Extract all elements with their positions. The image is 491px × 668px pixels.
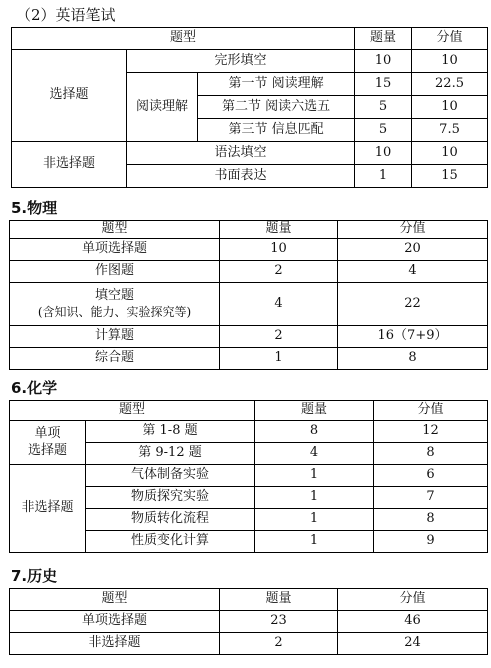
row-score: 20 xyxy=(338,239,488,261)
row-count: 1 xyxy=(255,487,374,509)
header-row xyxy=(10,589,488,611)
header-count: 题量 xyxy=(255,401,374,421)
table-row xyxy=(10,465,488,487)
row-label xyxy=(10,283,220,326)
row-count: 10 xyxy=(355,142,412,165)
header-score: 分值 xyxy=(338,589,488,611)
row-count: 23 xyxy=(220,611,338,633)
row-score: 8 xyxy=(374,443,488,465)
physics-table xyxy=(9,220,488,370)
header-row xyxy=(12,28,488,50)
row-count: 2 xyxy=(220,633,338,655)
row-count: 2 xyxy=(220,326,338,348)
group-label: 非选择题 xyxy=(10,465,86,553)
table-row xyxy=(12,142,488,165)
table-row xyxy=(10,261,488,283)
group-label xyxy=(10,421,86,465)
row-label: 第二节 阅读六选五 xyxy=(198,96,355,119)
row-count: 4 xyxy=(255,443,374,465)
table-row xyxy=(10,283,488,326)
header-type: 题型 xyxy=(12,28,355,50)
row-score: 7 xyxy=(374,487,488,509)
subgroup-label: 阅读理解 xyxy=(127,73,198,142)
row-score: 10 xyxy=(412,142,488,165)
row-count: 1 xyxy=(355,165,412,188)
table-row xyxy=(12,50,488,73)
table-row xyxy=(10,326,488,348)
physics-heading: 5.物理 xyxy=(11,199,58,217)
header-score: 分值 xyxy=(338,221,488,239)
row-count: 1 xyxy=(255,465,374,487)
header-count: 题量 xyxy=(355,28,412,50)
row-label: 第三节 信息匹配 xyxy=(198,119,355,142)
english-table xyxy=(11,27,488,188)
row-label: 综合题 xyxy=(10,348,220,370)
english-heading: （2）英语笔试 xyxy=(16,6,116,24)
history-heading: 7.历史 xyxy=(11,567,58,585)
group-label-line1: 单项 xyxy=(34,426,61,442)
row-label-main: 填空题 xyxy=(94,288,134,304)
row-score: 12 xyxy=(374,421,488,443)
row-label: 计算题 xyxy=(10,326,220,348)
row-score: 15 xyxy=(412,165,488,188)
row-label: 物质探究实验 xyxy=(86,487,255,509)
row-label: 作图题 xyxy=(10,261,220,283)
table-row xyxy=(10,348,488,370)
group-label: 选择题 xyxy=(12,50,127,142)
row-label: 书面表达 xyxy=(127,165,355,188)
row-count: 2 xyxy=(220,261,338,283)
group-label: 非选择题 xyxy=(12,142,127,188)
row-score: 7.5 xyxy=(412,119,488,142)
row-label: 性质变化计算 xyxy=(86,531,255,553)
row-count: 10 xyxy=(220,239,338,261)
table-row xyxy=(10,633,488,655)
header-score: 分值 xyxy=(412,28,488,50)
row-label: 第一节 阅读理解 xyxy=(198,73,355,96)
row-score: 8 xyxy=(338,348,488,370)
row-score: 9 xyxy=(374,531,488,553)
row-score: 46 xyxy=(338,611,488,633)
row-score: 8 xyxy=(374,509,488,531)
header-row xyxy=(10,401,488,421)
row-label: 非选择题 xyxy=(10,633,220,655)
row-count: 10 xyxy=(355,50,412,73)
header-type: 题型 xyxy=(10,221,220,239)
header-score: 分值 xyxy=(374,401,488,421)
row-label: 第 1-8 题 xyxy=(86,421,255,443)
row-score: 16（7+9） xyxy=(338,326,488,348)
row-count: 5 xyxy=(355,119,412,142)
chemistry-heading: 6.化学 xyxy=(11,379,58,397)
row-label: 完形填空 xyxy=(127,50,355,73)
row-count: 1 xyxy=(220,348,338,370)
row-label: 单项选择题 xyxy=(10,611,220,633)
table-row xyxy=(10,239,488,261)
row-count: 15 xyxy=(355,73,412,96)
header-count: 题量 xyxy=(220,221,338,239)
row-label: 单项选择题 xyxy=(10,239,220,261)
row-score: 6 xyxy=(374,465,488,487)
row-count: 8 xyxy=(255,421,374,443)
row-score: 10 xyxy=(412,96,488,119)
row-count: 4 xyxy=(220,283,338,326)
header-count: 题量 xyxy=(220,589,338,611)
header-type: 题型 xyxy=(10,401,255,421)
header-type: 题型 xyxy=(10,589,220,611)
row-score: 22.5 xyxy=(412,73,488,96)
row-score: 4 xyxy=(338,261,488,283)
table-row xyxy=(10,611,488,633)
table-row xyxy=(10,421,488,443)
chemistry-table xyxy=(9,400,488,553)
row-label: 物质转化流程 xyxy=(86,509,255,531)
row-label-note: (含知识、能力、实验探究等) xyxy=(37,304,192,319)
header-row xyxy=(10,221,488,239)
group-label-line2: 选择题 xyxy=(27,442,67,458)
row-label: 气体制备实验 xyxy=(86,465,255,487)
row-label: 语法填空 xyxy=(127,142,355,165)
history-table xyxy=(9,588,488,655)
row-count: 1 xyxy=(255,509,374,531)
row-count: 5 xyxy=(355,96,412,119)
row-score: 10 xyxy=(412,50,488,73)
row-score: 24 xyxy=(338,633,488,655)
row-score: 22 xyxy=(338,283,488,326)
row-label: 第 9-12 题 xyxy=(86,443,255,465)
row-count: 1 xyxy=(255,531,374,553)
